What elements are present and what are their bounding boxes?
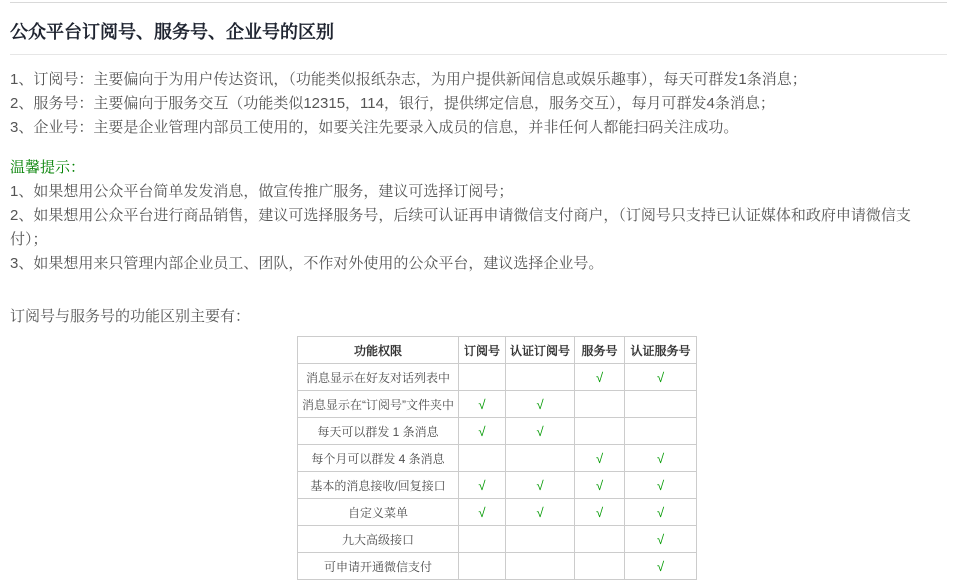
feature-label: 自定义菜单 — [298, 499, 459, 526]
page-title: 公众平台订阅号、服务号、企业号的区别 — [10, 22, 334, 42]
check-cell — [625, 499, 697, 526]
check-cell — [625, 472, 697, 499]
feature-label: 每个月可以群发 4 条消息 — [298, 445, 459, 472]
check-mark-icon: √ — [595, 369, 604, 385]
check-mark-icon: √ — [595, 450, 604, 466]
table-row — [298, 364, 697, 391]
top-divider — [10, 2, 947, 3]
feature-label: 每天可以群发 1 条消息 — [298, 418, 459, 445]
empty-cell — [506, 364, 575, 391]
empty-cell — [506, 553, 575, 580]
feature-label: 九大高级接口 — [298, 526, 459, 553]
empty-cell — [459, 445, 506, 472]
check-mark-icon: √ — [656, 531, 665, 547]
check-cell — [459, 418, 506, 445]
feature-label: 消息显示在“订阅号”文件夹中 — [298, 391, 459, 418]
check-cell — [625, 445, 697, 472]
feature-comparison-table — [297, 336, 697, 580]
check-cell — [625, 526, 697, 553]
intro-line-service: 2、服务号：主要偏向于服务交互（功能类似12315，114，银行，提供绑定信息，服务交互），每月可群发4条消息； — [10, 95, 775, 112]
check-mark-icon: √ — [656, 450, 665, 466]
header-service: 服务号 — [575, 337, 625, 364]
check-cell — [506, 472, 575, 499]
check-mark-icon: √ — [536, 504, 544, 520]
check-cell — [459, 499, 506, 526]
empty-cell — [575, 553, 625, 580]
tips-line-3: 3、如果想用来只管理内部企业员工、团队，不作对外使用的公众平台，建议选择企业号。 — [10, 255, 604, 272]
empty-cell — [575, 391, 625, 418]
title-divider — [10, 54, 947, 55]
check-cell — [575, 364, 625, 391]
check-mark-icon: √ — [478, 477, 486, 493]
table-row — [298, 391, 697, 418]
header-verified-service: 认证服务号 — [625, 337, 697, 364]
table-row — [298, 445, 697, 472]
tips-line-2: 2、如果想用公众平台进行商品销售，建议可选择服务号，后续可认证再申请微信支付商户，（订阅号只支持已认证媒体和政府申请微信支付）； — [10, 207, 911, 248]
empty-cell — [575, 526, 625, 553]
check-mark-icon: √ — [478, 423, 486, 439]
empty-cell — [459, 526, 506, 553]
header-verified-subscription: 认证订阅号 — [506, 337, 575, 364]
empty-cell — [625, 391, 697, 418]
table-row — [298, 418, 697, 445]
tips-line-1: 1、如果想用公众平台简单发发消息，做宣传推广服务，建议可选择订阅号； — [10, 183, 514, 200]
table-row — [298, 526, 697, 553]
check-cell — [575, 445, 625, 472]
empty-cell — [506, 526, 575, 553]
check-mark-icon: √ — [478, 504, 486, 520]
feature-label: 可申请开通微信支付 — [298, 553, 459, 580]
check-cell — [459, 391, 506, 418]
check-mark-icon: √ — [536, 396, 544, 412]
tips-paragraph — [10, 156, 947, 276]
empty-cell — [459, 553, 506, 580]
check-cell — [575, 499, 625, 526]
check-mark-icon: √ — [478, 396, 486, 412]
empty-cell — [459, 364, 506, 391]
feature-label: 基本的消息接收/回复接口 — [298, 472, 459, 499]
check-cell — [506, 418, 575, 445]
check-cell — [625, 553, 697, 580]
empty-cell — [506, 445, 575, 472]
table-header-row — [298, 337, 697, 364]
check-mark-icon: √ — [536, 477, 544, 493]
feature-table-body — [298, 364, 697, 580]
table-row — [298, 499, 697, 526]
table-row — [298, 553, 697, 580]
check-mark-icon: √ — [656, 369, 665, 385]
check-mark-icon: √ — [656, 477, 665, 493]
page — [0, 2, 957, 580]
table-row — [298, 472, 697, 499]
check-mark-icon: √ — [595, 504, 604, 520]
check-cell — [575, 472, 625, 499]
check-cell — [459, 472, 506, 499]
check-cell — [506, 499, 575, 526]
account-intro-paragraph — [10, 68, 947, 140]
feature-label: 消息显示在好友对话列表中 — [298, 364, 459, 391]
header-feature: 功能权限 — [298, 337, 459, 364]
tips-heading: 温馨提示： — [10, 159, 86, 176]
empty-cell — [575, 418, 625, 445]
check-mark-icon: √ — [656, 504, 665, 520]
intro-line-subscription: 1、订阅号：主要偏向于为用户传达资讯，（功能类似报纸杂志，为用户提供新闻信息或娱乐趣事），每天可群发1条消息； — [10, 71, 807, 88]
intro-line-enterprise: 3、企业号：主要是企业管理内部员工使用的，如要关注先要录入成员的信息，并非任何人都能扫码关注成功。 — [10, 119, 739, 136]
check-mark-icon: √ — [595, 477, 604, 493]
feature-table-wrapper — [297, 336, 947, 580]
header-subscription: 订阅号 — [459, 337, 506, 364]
check-cell — [625, 364, 697, 391]
check-cell — [506, 391, 575, 418]
empty-cell — [625, 418, 697, 445]
check-mark-icon: √ — [536, 423, 544, 439]
check-mark-icon: √ — [656, 558, 665, 574]
table-intro-text: 订阅号与服务号的功能区别主要有： — [10, 308, 251, 325]
